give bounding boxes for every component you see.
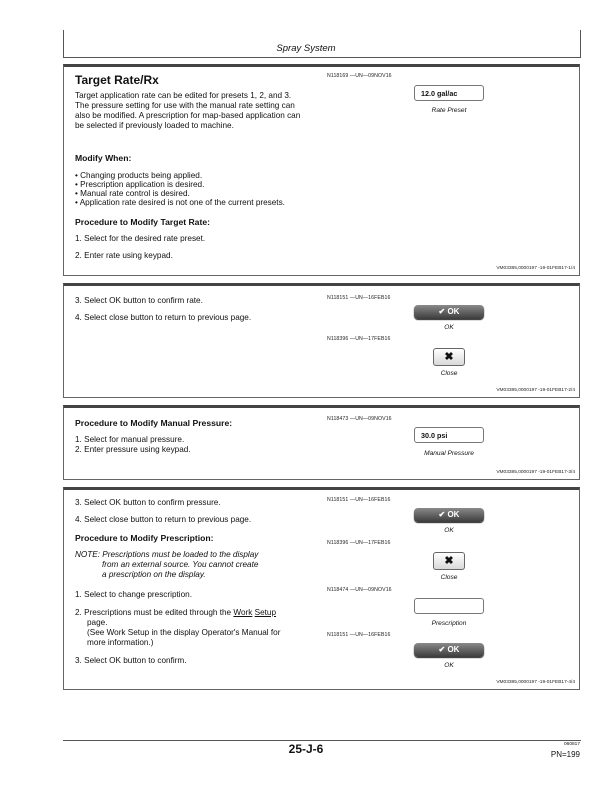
ok-caption: OK: [444, 527, 454, 534]
procedure-heading: Procedure to Modify Manual Pressure:: [75, 418, 233, 428]
close-caption: Close: [440, 574, 458, 581]
close-button[interactable]: ✖: [433, 552, 465, 570]
doc-footer-ref: VM03385,0000197 -19-01FEB17-2/4: [496, 388, 575, 393]
doc-footer-ref: VM03385,0000197 -19-01FEB17-1/4: [496, 266, 575, 271]
figure-ref: N118396 —UN—17FEB16: [327, 336, 391, 342]
figure-ref: N118151 —UN—16FEB16: [327, 632, 391, 638]
footer-rule: [63, 740, 581, 741]
section-prescription: [63, 487, 580, 690]
prescription-field[interactable]: [414, 598, 484, 614]
step-text: 2. Prescriptions must be edited through the: [75, 608, 234, 617]
step: 4. Select close button to return to previous page.: [75, 313, 252, 322]
figure-ref: N118473 —UN—09NOV16: [327, 416, 392, 422]
footer-code: 060817: [563, 742, 580, 747]
bullet-item: • Changing products being applied.: [75, 171, 203, 180]
step-cont: page.: [87, 618, 108, 627]
figure-ref: N118151 —UN—16FEB16: [327, 295, 391, 301]
procedure-heading: Procedure to Modify Prescription:: [75, 533, 214, 543]
header-title: Spray System: [276, 43, 336, 54]
modify-when-heading: Modify When:: [75, 153, 132, 163]
step: [75, 608, 276, 618]
note-line: a prescription on the display.: [102, 570, 206, 579]
step: 1. Select for the desired rate preset.: [75, 234, 206, 243]
doc-footer-ref: VM03385,0000197 -19-01FEB17-3/4: [496, 470, 575, 475]
figure-ref: N118151 —UN—16FEB16: [327, 497, 391, 503]
step: 3. Select OK button to confirm pressure.: [75, 498, 221, 507]
figure-ref: N118169 —UN—09NOV16: [327, 73, 392, 79]
intro-paragraph: Target application rate can be edited for presets 1, 2, and 3. The pressure setting for use with the manual rate setting can also be modified. A prescription for map-based application can be selected if previously loaded to machine.: [75, 91, 301, 130]
step-cont: more information.): [87, 638, 154, 647]
bullet-item: • Manual rate control is desired.: [75, 189, 190, 198]
figure-ref: N118474 —UN—09NOV16: [327, 587, 392, 593]
manual-pressure-field[interactable]: 30.0 psi: [414, 427, 484, 443]
work-link[interactable]: Work: [233, 608, 253, 617]
rate-preset-field[interactable]: 12.0 gal/ac: [414, 85, 484, 101]
section-confirm-rate: [63, 283, 580, 398]
section-target-rate: [63, 64, 580, 276]
step: 2. Enter pressure using keypad.: [75, 445, 191, 454]
step: 3. Select OK button to confirm.: [75, 656, 187, 665]
page-number: 25-J-6: [288, 742, 324, 756]
bullet-item: • Application rate desired is not one of the current presets.: [75, 198, 285, 207]
step: 1. Select for manual pressure.: [75, 435, 185, 444]
step: 3. Select OK button to confirm rate.: [75, 296, 203, 305]
close-caption: Close: [440, 370, 458, 377]
note-line: from an external source. You cannot create: [102, 560, 259, 569]
pn-number: PN=199: [550, 750, 580, 759]
ok-caption: OK: [444, 662, 454, 669]
step-cont: (See Work Setup in the display Operator's Manual for: [87, 628, 281, 637]
ok-button[interactable]: ✔ OK: [414, 508, 484, 522]
ok-button[interactable]: ✔ OK: [414, 305, 484, 319]
section-manual-pressure: [63, 405, 580, 480]
ok-caption: OK: [444, 324, 454, 331]
manual-pressure-caption: Manual Pressure: [424, 450, 474, 457]
setup-link[interactable]: Setup: [254, 608, 277, 617]
confirm-ok-button[interactable]: ✔ OK: [414, 643, 484, 657]
doc-footer-ref: VM03385,0000197 -19-01FEB17-4/4: [496, 680, 575, 685]
note-line: NOTE: Prescriptions must be loaded to the display: [75, 550, 259, 559]
header-rule: [63, 57, 581, 58]
figure-ref: N118396 —UN—17FEB16: [327, 540, 391, 546]
section-title: Target Rate/Rx: [75, 73, 159, 87]
close-button[interactable]: ✖: [433, 348, 465, 366]
step: 4. Select close button to return to previous page.: [75, 515, 252, 524]
step: 1. Select to change prescription.: [75, 590, 192, 599]
rate-preset-caption: Rate Preset: [431, 107, 467, 114]
bullet-item: • Prescription application is desired.: [75, 180, 205, 189]
prescription-caption: Prescription: [431, 620, 467, 627]
step: 2. Enter rate using keypad.: [75, 251, 173, 260]
procedure-heading: Procedure to Modify Target Rate:: [75, 217, 210, 227]
